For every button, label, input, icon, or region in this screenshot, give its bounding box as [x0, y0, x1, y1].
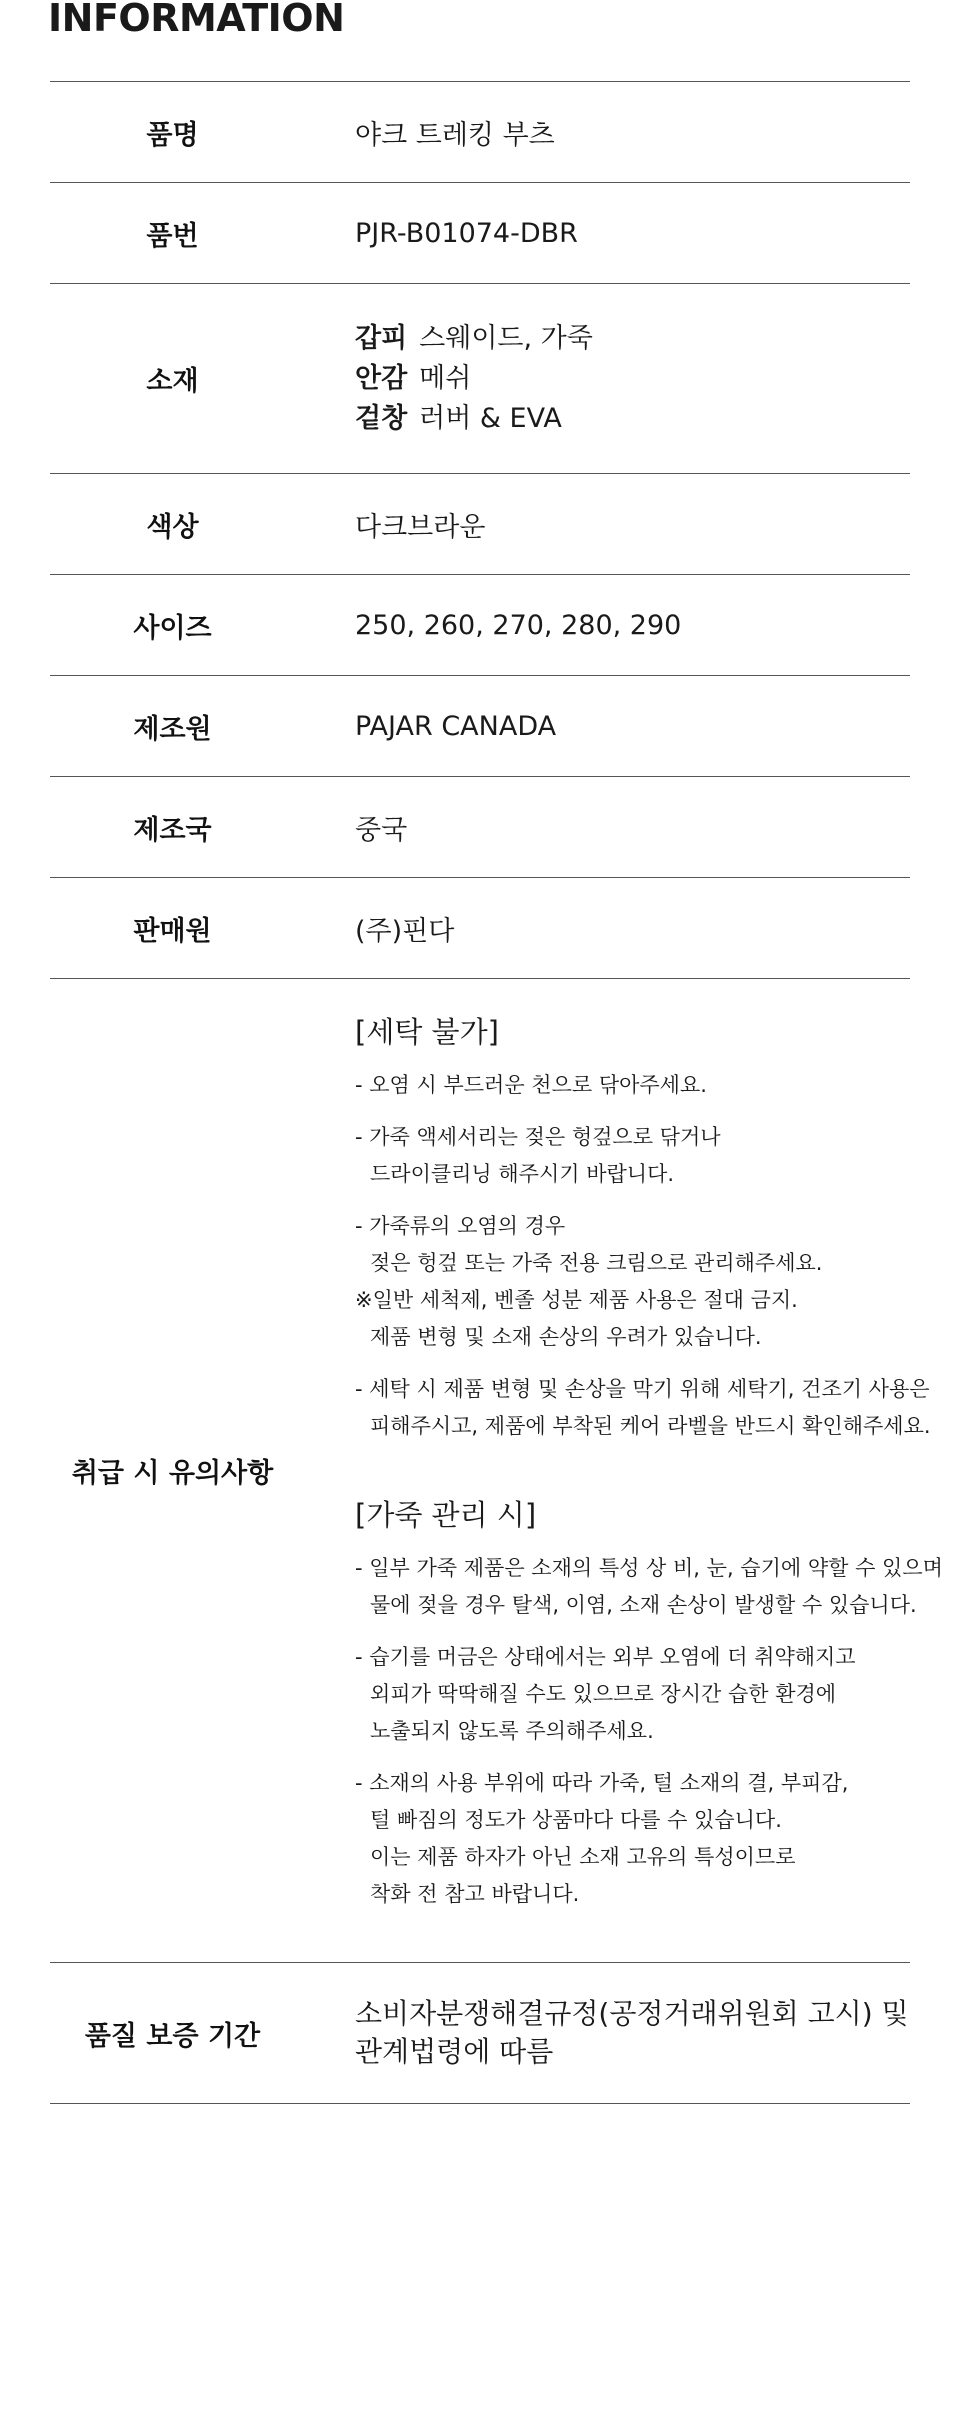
- row-product-code: [50, 183, 910, 284]
- care-item: [355, 1208, 943, 1356]
- material-key: 갑피: [355, 322, 408, 354]
- row-care-instructions: [50, 979, 943, 1963]
- material-item: [355, 359, 910, 399]
- care-item-line: - 세탁 시 제품 변형 및 손상을 막기 위해 세탁기, 건조기 사용은: [355, 1377, 930, 1401]
- material-list: [295, 284, 910, 473]
- care-content: [295, 979, 943, 1962]
- row-value: PJR-B01074-DBR: [355, 217, 578, 249]
- material-key: 겉창: [355, 402, 408, 434]
- care-item-line: 피해주시고, 제품에 부착된 케어 라벨을 반드시 확인해주세요.: [370, 1414, 931, 1438]
- care-heading-leather: [가죽 관리 시]: [355, 1498, 537, 1532]
- care-item-line: 젖은 헝겊 또는 가죽 전용 크림으로 관리해주세요.: [370, 1251, 823, 1275]
- care-item-line: 착화 전 참고 바랍니다.: [370, 1882, 580, 1906]
- care-item-line: - 습기를 머금은 상태에서는 외부 오염에 더 취약해지고: [355, 1645, 856, 1669]
- material-value: 러버 & EVA: [419, 402, 562, 434]
- care-item: [355, 1067, 943, 1104]
- material-key: 안감: [355, 362, 408, 394]
- row-value: 다크브라운: [355, 511, 486, 543]
- care-item-line: 외피가 딱딱해질 수도 있으므로 장시간 습한 환경에: [370, 1682, 837, 1706]
- care-item-line: ※일반 세척제, 벤졸 성분 제품 사용은 절대 금지.: [355, 1288, 798, 1312]
- care-item-line: 이는 제품 하자가 아닌 소재 고유의 특성이므로: [370, 1845, 796, 1869]
- row-seller: [50, 878, 910, 979]
- care-item: [355, 1639, 943, 1750]
- care-item: [355, 1765, 943, 1913]
- care-item-line: - 가죽 액세서리는 젖은 헝겊으로 닦거나: [355, 1125, 721, 1149]
- care-item-line: 노출되지 않도록 주의해주세요.: [370, 1719, 654, 1743]
- material-item: [355, 399, 910, 439]
- row-value: 중국: [355, 814, 408, 846]
- row-label: 품번: [146, 220, 199, 252]
- row-manufacturer: [50, 676, 910, 777]
- material-value: 스웨이드, 가죽: [419, 322, 593, 354]
- care-item-line: - 소재의 사용 부위에 따라 가죽, 털 소재의 결, 부피감,: [355, 1771, 849, 1795]
- care-item-line: - 일부 가죽 제품은 소재의 특성 상 비, 눈, 습기에 약할 수 있으며: [355, 1556, 943, 1580]
- row-color: [50, 474, 910, 575]
- page-title: INFORMATION: [48, 0, 345, 40]
- material-value: 메쉬: [419, 362, 472, 394]
- row-label: 색상: [146, 511, 199, 543]
- warranty-line: 관계법령에 따름: [355, 2035, 554, 2068]
- care-item-line: 제품 변형 및 소재 손상의 우려가 있습니다.: [370, 1325, 762, 1349]
- row-value: (주)핀다: [355, 915, 455, 947]
- care-item-line: - 가죽류의 오염의 경우: [355, 1214, 566, 1238]
- material-item: [355, 319, 910, 359]
- row-label: 사이즈: [133, 612, 212, 644]
- row-value: PAJAR CANADA: [355, 710, 557, 742]
- row-warranty: [50, 1963, 910, 2104]
- care-heading-wash: [세탁 불가]: [355, 1015, 499, 1049]
- warranty-text: [295, 1963, 910, 2103]
- product-info-table: [50, 81, 943, 2104]
- row-label: 제조국: [133, 814, 212, 846]
- row-size: [50, 575, 910, 676]
- row-label: 제조원: [133, 713, 212, 745]
- care-item-line: 털 빠짐의 정도가 상품마다 다를 수 있습니다.: [370, 1808, 782, 1832]
- row-value: 야크 트레킹 부츠: [355, 119, 555, 151]
- care-item: [355, 1550, 943, 1624]
- row-label: 취급 시 유의사항: [71, 1458, 274, 1489]
- care-item-line: - 오염 시 부드러운 천으로 닦아주세요.: [355, 1073, 707, 1097]
- care-item: [355, 1371, 943, 1445]
- row-value: 250, 260, 270, 280, 290: [355, 609, 682, 641]
- row-product-name: [50, 82, 910, 183]
- row-label: 판매원: [133, 915, 212, 947]
- row-country: [50, 777, 910, 878]
- row-label: 품명: [146, 119, 199, 151]
- row-material: [50, 284, 910, 474]
- warranty-line: 소비자분쟁해결규정(공정거래위원회 고시) 및: [355, 1997, 909, 2030]
- care-item: [355, 1119, 943, 1193]
- care-wash-list: [355, 1067, 943, 1460]
- care-leather-list: [355, 1550, 943, 1928]
- row-label: 소재: [146, 366, 199, 397]
- row-label: 품질 보증 기간: [84, 2020, 261, 2052]
- care-item-line: 물에 젖을 경우 탈색, 이염, 소재 손상이 발생할 수 있습니다.: [370, 1593, 917, 1617]
- care-item-line: 드라이클리닝 해주시기 바랍니다.: [370, 1162, 675, 1186]
